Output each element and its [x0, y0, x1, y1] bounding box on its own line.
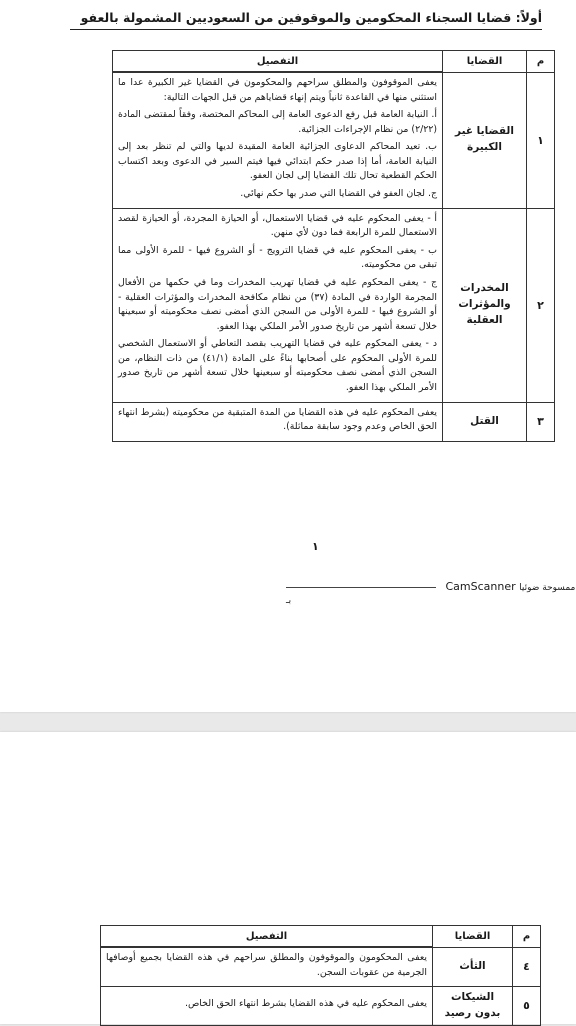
detail-paragraph: أ - يعفى المحكوم عليه في قضايا الاستعمال، أو الحيازة المجردة، أو الحيازة لقصد الاستعمال للمرة الرابعة فما دون لأي منهن.	[118, 212, 437, 239]
detail-paragraph: ج - يعفى المحكوم عليه في قضايا تهريب المخدرات وما في حكمها من الأفعال المجرمة الواردة في المادة (٣٧) من نظام مكافحة المخدرات والمؤثرات العقلية - أو الشروع فيها - للمرة الأولى من السجن الذي أمضى نصف محكوميته أو سبعينها خلال تسعة أشهر من تاريخ صدور الأمر الملكي بهذا العفو.	[118, 276, 437, 332]
row-category: الشيكات بدون رصيد	[433, 987, 513, 1026]
header-num: م	[527, 51, 555, 73]
row-category: القضايا غير الكبيرة	[443, 72, 527, 208]
row-category: القتل	[443, 402, 527, 441]
row-num: ٥	[513, 987, 541, 1026]
header-details: التفصيل	[101, 926, 433, 948]
detail-paragraph: يعفى المحكوم عليه في هذه القضايا بشرط انتهاء الحق الخاص.	[184, 998, 427, 1010]
detail-paragraph: ب - يعفى المحكوم عليه في قضايا الترويج - أو الشروع فيها - للمرة الأولى مما تبقى من محكوميته.	[118, 244, 437, 271]
detail-paragraph: يعفى المحكوم عليه في هذه القضايا من المدة المتبقية من محكوميته (بشرط انتهاء الحق الخاص وعدم وجود سابقة مماثلة).	[118, 406, 437, 433]
row-category: الثأث	[433, 947, 513, 987]
watermark-divider	[286, 587, 436, 588]
row-details	[113, 208, 443, 402]
row-details	[101, 987, 433, 1026]
table-row	[113, 402, 555, 441]
row-details	[113, 402, 443, 441]
table-header-row	[113, 51, 555, 73]
header-num: م	[513, 926, 541, 948]
detail-paragraph: د - يعفى المحكوم عليه في قضايا التهريب بقصد التعاطي أو الاستعمال الشخصي للمرة الأولى المحكوم على أصحابها بناءً على المادة (٤١/١) من ذات النظام، من السجن الذي أمضى نصف محكوميته أو سبعينها خلال تسعة أشهر من تاريخ صدور الأمر الملكي بهذا العفو.	[118, 338, 437, 393]
scanner-prefix: ممسوحة ضوئيا بـ	[286, 583, 576, 606]
table-row	[113, 72, 555, 208]
detail-paragraph: يعفى المحكومون والموقوفون والمطلق سراحهم في هذه القضايا بجميع أوصافها الجرمية من عقوبات السجن.	[106, 952, 427, 978]
amnesty-table	[112, 50, 555, 442]
row-num: ٣	[527, 402, 555, 441]
scanner-watermark	[286, 580, 576, 606]
row-num: ٢	[527, 208, 555, 402]
detail-paragraph: يعفى الموقوفون والمطلق سراحهم والمحكومون في القضايا غير الكبيرة عدا ما استثني منها في القاعدة ثانياً ويتم إنهاء قضاياهم من قبل الجهات التالية:	[118, 77, 437, 103]
scanner-brand: CamScanner	[445, 580, 516, 593]
row-num: ١	[527, 72, 555, 208]
header-category: القضايا	[443, 51, 527, 73]
table-row	[113, 208, 555, 402]
header-details: التفصيل	[113, 51, 443, 73]
page-number: ١	[312, 540, 319, 553]
page-heading: أولاً: قضايا السجناء المحكومين والموقوفين من السعوديين المشمولة بالعفو	[70, 10, 542, 30]
detail-paragraph: ج. لجان العفو في القضايا التي صدر بها حكم نهائي.	[240, 188, 437, 200]
table-row	[101, 947, 541, 987]
row-details	[101, 947, 433, 987]
row-details	[113, 72, 443, 208]
detail-paragraph: ب. تعيد المحاكم الدعاوى الجزائية العامة المقيدة لديها والتي لم تنظر بعد إلى النيابة العامة، أما إذا صدر حكم ابتدائي فيها فيتم السير في الدعوى وبعد اكتساب الحكم القطعية تحال تلك القضايا إلى لجان العفو.	[118, 141, 437, 182]
row-num: ٤	[513, 947, 541, 987]
amnesty-table-continued	[100, 925, 541, 1026]
table-row	[101, 987, 541, 1026]
table-header-row	[101, 926, 541, 948]
detail-paragraph: أ. النيابة العامة قبل رفع الدعوى العامة إلى المحاكم المختصة، وفقاً لمقتضى المادة (٢/٢٢) من نظام الإجراءات الجزائية.	[118, 109, 437, 135]
row-category: المخدرات والمؤثرات العقلية	[443, 208, 527, 402]
header-category: القضايا	[433, 926, 513, 948]
